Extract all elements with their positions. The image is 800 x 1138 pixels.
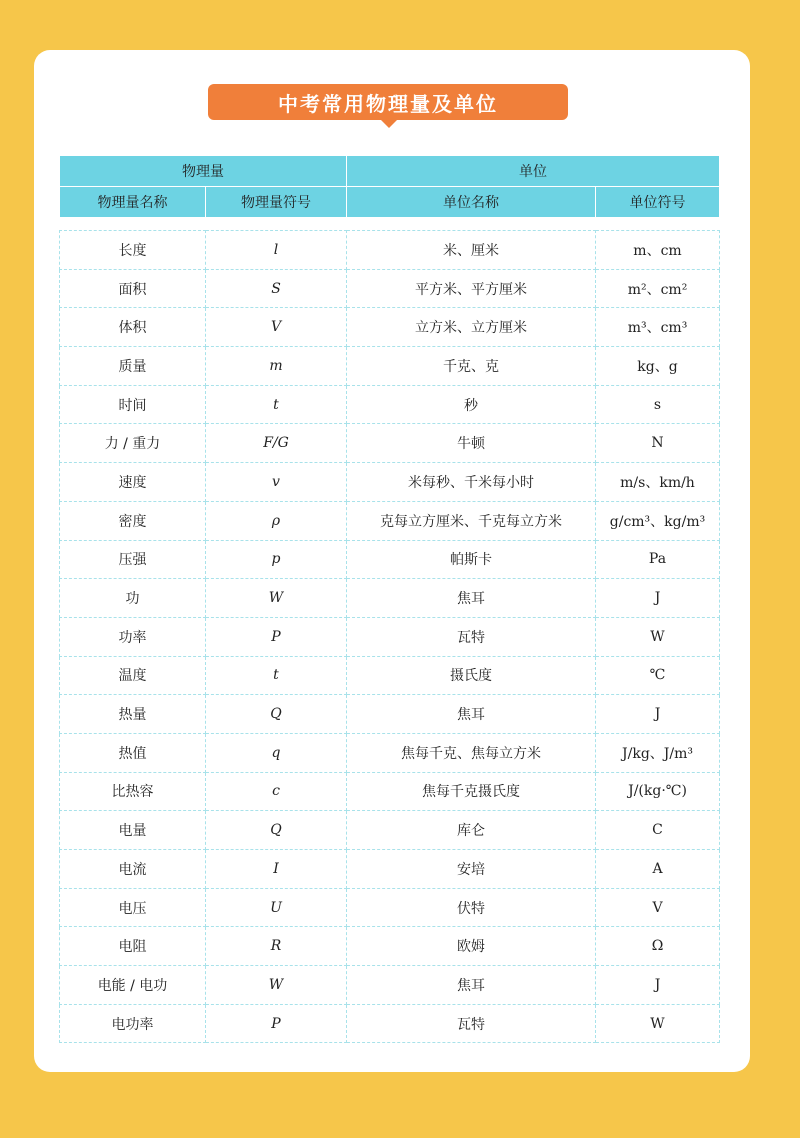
quantity-symbol-cell: l <box>206 231 347 270</box>
unit-name-cell: 摄氏度 <box>347 656 596 695</box>
quantity-symbol-cell: Q <box>206 695 347 734</box>
unit-name-cell: 焦耳 <box>347 966 596 1005</box>
unit-name-cell: 伏特 <box>347 888 596 927</box>
table-row <box>60 733 720 772</box>
table-row <box>60 269 720 308</box>
table-row <box>60 579 720 618</box>
quantity-symbol-cell: t <box>206 656 347 695</box>
unit-symbol-cell: W <box>596 1004 720 1043</box>
quantity-name-cell: 热量 <box>60 695 206 734</box>
quantity-name-cell: 压强 <box>60 540 206 579</box>
header-quantity-group: 物理量 <box>60 156 347 187</box>
table-row <box>60 695 720 734</box>
quantity-name-cell: 电流 <box>60 850 206 889</box>
quantity-name-cell: 电阻 <box>60 927 206 966</box>
header-gap <box>60 218 720 231</box>
quantity-name-cell: 电压 <box>60 888 206 927</box>
unit-symbol-cell: m³、cm³ <box>596 308 720 347</box>
quantity-symbol-cell: ρ <box>206 501 347 540</box>
table-row <box>60 888 720 927</box>
table-row <box>60 656 720 695</box>
quantity-name-cell: 时间 <box>60 385 206 424</box>
unit-symbol-cell: Ω <box>596 927 720 966</box>
unit-symbol-cell: W <box>596 617 720 656</box>
title-banner <box>208 84 568 120</box>
unit-name-cell: 克每立方厘米、千克每立方米 <box>347 501 596 540</box>
quantity-name-cell: 功 <box>60 579 206 618</box>
unit-name-cell: 千克、克 <box>347 347 596 386</box>
unit-name-cell: 牛顿 <box>347 424 596 463</box>
unit-name-cell: 安培 <box>347 850 596 889</box>
quantity-symbol-cell: v <box>206 463 347 502</box>
header-unit-name: 单位名称 <box>347 187 596 218</box>
table-row <box>60 540 720 579</box>
unit-name-cell: 焦每千克摄氏度 <box>347 772 596 811</box>
unit-name-cell: 米、厘米 <box>347 231 596 270</box>
quantity-symbol-cell: Q <box>206 811 347 850</box>
quantity-name-cell: 电能 / 电功 <box>60 966 206 1005</box>
quantity-name-cell: 比热容 <box>60 772 206 811</box>
unit-name-cell: 焦耳 <box>347 579 596 618</box>
column-header-row <box>60 187 720 218</box>
quantity-symbol-cell: U <box>206 888 347 927</box>
quantity-name-cell: 面积 <box>60 269 206 308</box>
unit-symbol-cell: J <box>596 579 720 618</box>
quantity-symbol-cell: P <box>206 617 347 656</box>
table-row <box>60 811 720 850</box>
unit-symbol-cell: V <box>596 888 720 927</box>
quantity-symbol-cell: V <box>206 308 347 347</box>
quantity-symbol-cell: S <box>206 269 347 308</box>
quantity-name-cell: 长度 <box>60 231 206 270</box>
quantity-name-cell: 功率 <box>60 617 206 656</box>
unit-name-cell: 帕斯卡 <box>347 540 596 579</box>
unit-symbol-cell: m/s、km/h <box>596 463 720 502</box>
unit-symbol-cell: m²、cm² <box>596 269 720 308</box>
unit-symbol-cell: m、cm <box>596 231 720 270</box>
quantity-symbol-cell: W <box>206 579 347 618</box>
unit-symbol-cell: ℃ <box>596 656 720 695</box>
quantity-symbol-cell: F/G <box>206 424 347 463</box>
table-row <box>60 772 720 811</box>
title-pointer <box>380 119 398 128</box>
table-row <box>60 1004 720 1043</box>
table-row <box>60 424 720 463</box>
quantity-symbol-cell: q <box>206 733 347 772</box>
quantity-symbol-cell: R <box>206 927 347 966</box>
unit-symbol-cell: s <box>596 385 720 424</box>
table-row <box>60 966 720 1005</box>
unit-symbol-cell: J <box>596 966 720 1005</box>
unit-symbol-cell: A <box>596 850 720 889</box>
quantity-name-cell: 质量 <box>60 347 206 386</box>
table-row <box>60 231 720 270</box>
unit-symbol-cell: Pa <box>596 540 720 579</box>
quantity-name-cell: 速度 <box>60 463 206 502</box>
unit-symbol-cell: kg、g <box>596 347 720 386</box>
header-quantity-symbol: 物理量符号 <box>206 187 347 218</box>
quantity-symbol-cell: P <box>206 1004 347 1043</box>
table-row <box>60 347 720 386</box>
quantity-name-cell: 密度 <box>60 501 206 540</box>
unit-symbol-cell: J/kg、J/m³ <box>596 733 720 772</box>
unit-name-cell: 平方米、平方厘米 <box>347 269 596 308</box>
quantity-name-cell: 电功率 <box>60 1004 206 1043</box>
table-body <box>60 231 720 1043</box>
quantity-unit-table <box>59 155 720 1043</box>
table-row <box>60 385 720 424</box>
quantity-symbol-cell: I <box>206 850 347 889</box>
quantity-symbol-cell: c <box>206 772 347 811</box>
quantity-symbol-cell: W <box>206 966 347 1005</box>
quantity-name-cell: 电量 <box>60 811 206 850</box>
header-unit-symbol: 单位符号 <box>596 187 720 218</box>
unit-symbol-cell: N <box>596 424 720 463</box>
quantity-symbol-cell: p <box>206 540 347 579</box>
quantity-symbol-cell: m <box>206 347 347 386</box>
unit-name-cell: 米每秒、千米每小时 <box>347 463 596 502</box>
quantity-symbol-cell: t <box>206 385 347 424</box>
page-title: 中考常用物理量及单位 <box>208 84 568 120</box>
quantity-name-cell: 体积 <box>60 308 206 347</box>
unit-name-cell: 秒 <box>347 385 596 424</box>
quantity-name-cell: 热值 <box>60 733 206 772</box>
table-row <box>60 850 720 889</box>
group-header-row <box>60 156 720 187</box>
unit-name-cell: 欧姆 <box>347 927 596 966</box>
table-row <box>60 501 720 540</box>
table-row <box>60 927 720 966</box>
unit-symbol-cell: C <box>596 811 720 850</box>
quantity-name-cell: 温度 <box>60 656 206 695</box>
header-unit-group: 单位 <box>347 156 720 187</box>
unit-name-cell: 库仑 <box>347 811 596 850</box>
unit-name-cell: 瓦特 <box>347 617 596 656</box>
quantity-name-cell: 力 / 重力 <box>60 424 206 463</box>
unit-name-cell: 立方米、立方厘米 <box>347 308 596 347</box>
unit-name-cell: 瓦特 <box>347 1004 596 1043</box>
table-row <box>60 617 720 656</box>
header-quantity-name: 物理量名称 <box>60 187 206 218</box>
unit-symbol-cell: J/(kg·℃) <box>596 772 720 811</box>
unit-name-cell: 焦每千克、焦每立方米 <box>347 733 596 772</box>
unit-symbol-cell: g/cm³、kg/m³ <box>596 501 720 540</box>
table-row <box>60 463 720 502</box>
unit-name-cell: 焦耳 <box>347 695 596 734</box>
unit-symbol-cell: J <box>596 695 720 734</box>
table-row <box>60 308 720 347</box>
